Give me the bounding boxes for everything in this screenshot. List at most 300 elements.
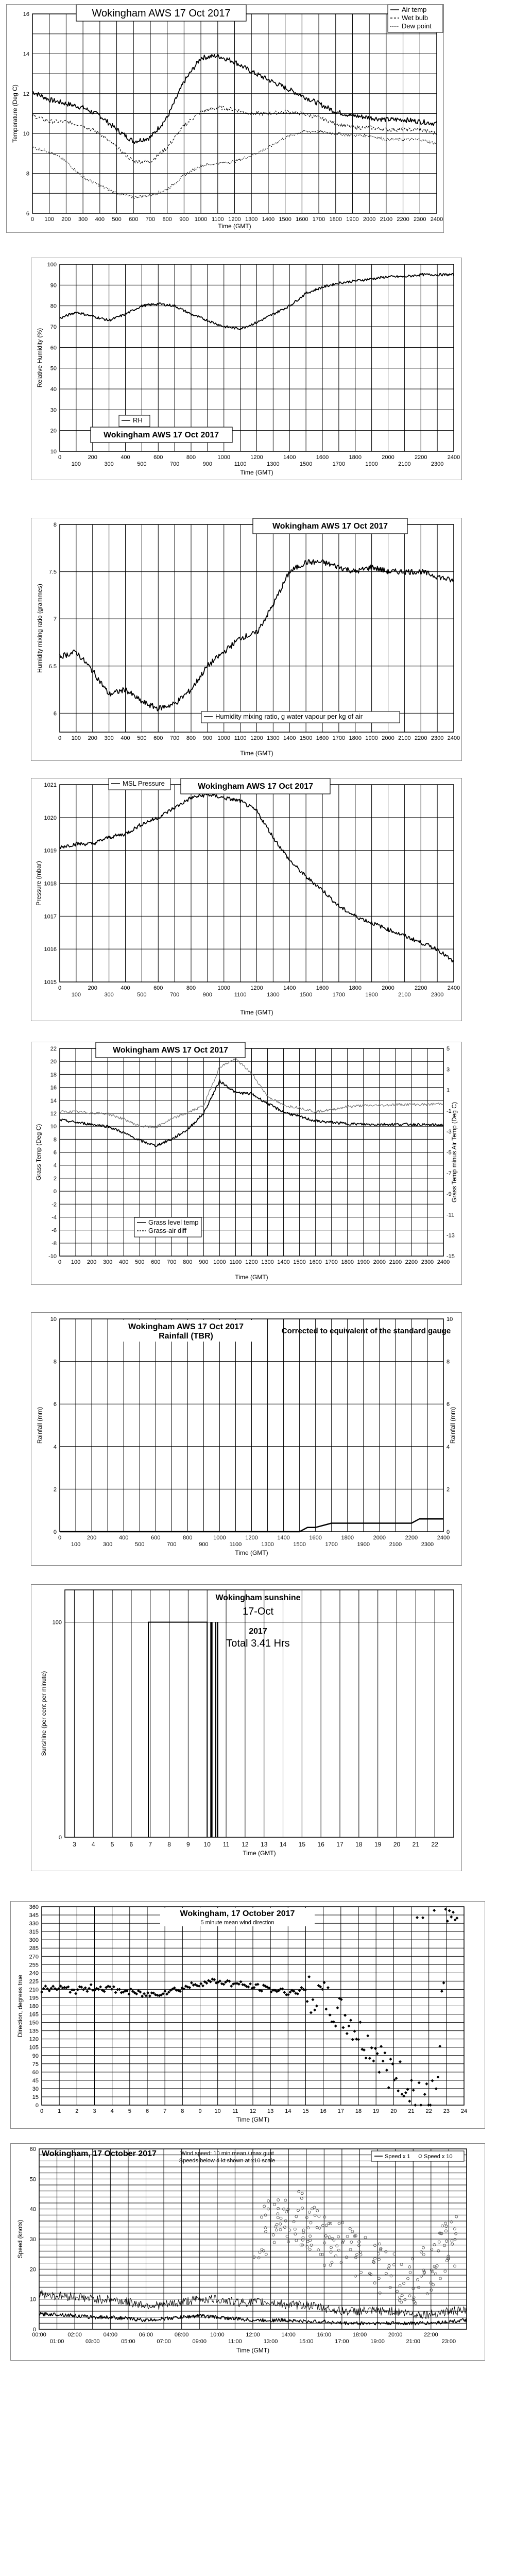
x-tick-label: 2200	[415, 454, 427, 461]
x-axis-title: Time (GMT)	[240, 1009, 273, 1016]
x-tick-label: 21:00	[406, 2338, 421, 2345]
y-tick-label: 90	[50, 282, 57, 289]
x-tick-label: 2	[75, 2108, 79, 2114]
x-tick-label: 100	[71, 1541, 81, 1548]
legend-label: Humidity mixing ratio, g water vapour per kg of air	[215, 713, 363, 720]
y-tick-label: 50	[50, 365, 57, 372]
y-tick-label: 135	[29, 2028, 39, 2035]
y-tick-label: 22	[50, 1046, 57, 1052]
y2-tick-label: 1	[447, 1087, 450, 1094]
y-tick-label: 4	[53, 1162, 57, 1169]
x-tick-label: 07:00	[157, 2338, 171, 2345]
y-tick-label: 12	[50, 1110, 57, 1117]
x-tick-label: 0	[40, 2108, 44, 2114]
legend-label: Grass-air diff	[148, 1227, 187, 1234]
y-tick-label: 6	[53, 1401, 57, 1408]
x-tick-label: 23:00	[441, 2338, 456, 2345]
x-tick-label: 2200	[405, 1535, 418, 1541]
x-tick-label: 19	[373, 2108, 380, 2114]
x-tick-label: 1300	[267, 992, 280, 998]
x-tick-label: 300	[78, 216, 88, 223]
x-axis-title: Time (GMT)	[236, 2116, 270, 2123]
x-tick-label: 16	[320, 2108, 327, 2114]
x-tick-label: 2100	[398, 992, 411, 998]
chart-title: Wokingham AWS 17 Oct 2017	[197, 782, 314, 791]
x-tick-label: 1	[58, 2108, 61, 2114]
x-tick-label: 9	[186, 1841, 190, 1848]
wind-speed-chart	[11, 2144, 485, 2360]
x-tick-label: 2400	[447, 985, 460, 991]
y-tick-label: 210	[29, 1987, 39, 1993]
x-tick-label: 1300	[261, 1541, 274, 1548]
x-tick-label: 16:00	[317, 2332, 332, 2338]
x-tick-label: 600	[153, 735, 163, 741]
x-tick-label: 200	[88, 454, 97, 461]
y-tick-label: 70	[50, 324, 57, 330]
y-tick-label: 360	[29, 1904, 39, 1910]
y-tick-label: 1019	[44, 848, 57, 854]
x-tick-label: 18	[355, 1841, 363, 1848]
y-tick-label: 4	[53, 1444, 57, 1450]
x-tick-label: 2300	[421, 1541, 434, 1548]
y-tick-label: 1016	[44, 946, 57, 953]
y-axis-title: Direction, degrees true	[16, 1974, 24, 2038]
x-tick-label: 600	[151, 1535, 161, 1541]
legend-label: Grass level temp	[148, 1218, 199, 1226]
x-tick-label: 700	[169, 735, 180, 741]
y-tick-label: -8	[52, 1240, 57, 1247]
y-tick-label: 2	[53, 1175, 57, 1182]
x-tick-label: 3	[93, 2108, 96, 2114]
x-tick-label: 12	[242, 1841, 249, 1848]
chart-total: Total 3.41 Hrs	[226, 1638, 290, 1649]
x-tick-label: 600	[153, 985, 163, 991]
x-tick-label: 14	[285, 2108, 291, 2114]
x-tick-label: 00:00	[32, 2332, 46, 2338]
x-tick-label: 100	[71, 461, 81, 467]
y-tick-label: 16	[50, 1084, 57, 1091]
x-tick-label: 1400	[277, 1535, 290, 1541]
x-tick-label: 1700	[325, 1259, 338, 1265]
x-tick-label: 1000	[217, 735, 230, 741]
x-tick-label: 10	[203, 1841, 211, 1848]
x-tick-label: 16	[317, 1841, 324, 1848]
x-tick-label: 2200	[397, 216, 409, 223]
legend-label: Dew point	[402, 22, 432, 30]
y-tick-label: 8	[26, 171, 29, 177]
x-tick-label: 1800	[341, 1259, 354, 1265]
x-tick-label: 5	[110, 1841, 114, 1848]
x-tick-label: 400	[118, 1259, 129, 1265]
x-tick-label: 5	[128, 2108, 131, 2114]
x-tick-label: 2400	[447, 735, 460, 741]
y-tick-label: 0	[35, 2103, 39, 2109]
y2-tick-label: 6	[447, 1401, 450, 1408]
y-tick-label: 12	[23, 91, 29, 97]
x-tick-label: 1400	[277, 1259, 290, 1265]
chart-legend	[119, 415, 150, 427]
y-tick-label: 20	[50, 1059, 57, 1065]
y-tick-label: 300	[29, 1937, 39, 1944]
x-tick-label: 2300	[431, 992, 444, 998]
x-tick-label: 200	[87, 1259, 97, 1265]
x-tick-label: 2300	[431, 461, 444, 467]
y-tick-label: 180	[29, 2003, 39, 2010]
chart-legend	[371, 2151, 464, 2161]
x-tick-label: 200	[88, 985, 97, 991]
x-tick-label: 1700	[332, 461, 346, 467]
y-tick-label: 120	[29, 2036, 39, 2043]
x-tick-label: 1900	[357, 1541, 370, 1548]
chart-date: 17-Oct	[242, 1606, 274, 1617]
x-tick-label: 300	[104, 735, 114, 741]
x-tick-label: 20:00	[388, 2332, 403, 2338]
legend-label: Speed x 10	[424, 2154, 453, 2160]
y-axis-title: Sunshine (per cent per minute)	[40, 1671, 47, 1756]
y-tick-label: 40	[29, 2206, 36, 2213]
x-tick-label: 6	[145, 2108, 149, 2114]
x-tick-label: 1100	[234, 992, 247, 998]
y-axis-title: Speed (knots)	[16, 2219, 24, 2259]
x-tick-label: 4	[110, 2108, 114, 2114]
x-tick-label: 04:00	[103, 2332, 118, 2338]
y-tick-label: 20	[50, 428, 57, 434]
x-tick-label: 1300	[267, 735, 280, 741]
x-tick-label: 400	[121, 454, 130, 461]
y-tick-label: 315	[29, 1929, 39, 1936]
y2-tick-label: 3	[447, 1066, 450, 1073]
x-tick-label: 15	[298, 1841, 306, 1848]
x-tick-label: 2400	[437, 1535, 450, 1541]
y-tick-label: 60	[50, 345, 57, 351]
sunshine-chart	[31, 1585, 461, 1871]
x-tick-label: 1900	[346, 216, 359, 223]
x-tick-label: 2000	[373, 1535, 386, 1541]
x-tick-label: 0	[58, 985, 62, 991]
relative-humidity-chart-panel	[31, 258, 462, 480]
x-tick-label: 1700	[332, 992, 346, 998]
x-tick-label: 03:00	[85, 2338, 100, 2345]
chart-title: Wokingham, 17 October 2017	[180, 1909, 295, 1918]
x-tick-label: 2200	[405, 1259, 418, 1265]
y-axis-title: Relative Humidity (%)	[36, 328, 43, 388]
x-tick-label: 600	[153, 454, 163, 461]
y2-tick-label: 5	[447, 1046, 450, 1052]
x-tick-label: 8	[167, 1841, 171, 1848]
x-tick-label: 1000	[213, 1535, 226, 1541]
x-tick-label: 22	[431, 1841, 438, 1848]
x-tick-label: 13	[261, 1841, 268, 1848]
y-tick-label: 105	[29, 2044, 39, 2051]
x-axis-title: Time (GMT)	[243, 1850, 276, 1857]
x-tick-label: 18:00	[352, 2332, 367, 2338]
x-tick-label: 2200	[415, 735, 427, 741]
y-tick-label: 1017	[44, 913, 57, 920]
y-tick-label: 45	[32, 2077, 39, 2084]
x-axis-title: Time (GMT)	[240, 750, 273, 757]
legend-label: Wet bulb	[402, 14, 428, 22]
x-tick-label: 1600	[309, 1535, 322, 1541]
chart-title: Wokingham, 17 October 2017	[42, 2149, 157, 2158]
x-tick-label: 13:00	[263, 2338, 278, 2345]
x-axis-title: Time (GMT)	[240, 469, 273, 476]
x-tick-label: 12:00	[246, 2332, 260, 2338]
legend-label: Air temp	[402, 6, 427, 13]
y-tick-label: 14	[50, 1097, 57, 1104]
x-tick-label: 2400	[430, 216, 443, 223]
pressure-chart	[31, 778, 461, 1021]
y-tick-label: 40	[50, 386, 57, 393]
x-tick-label: 700	[145, 216, 156, 223]
x-tick-label: 1200	[250, 454, 263, 461]
x-tick-label: 900	[199, 1541, 209, 1548]
x-tick-label: 09:00	[192, 2338, 207, 2345]
x-tick-label: 1600	[316, 985, 329, 991]
x-tick-label: 17	[337, 2108, 344, 2114]
x-tick-label: 10:00	[210, 2332, 225, 2338]
x-tick-label: 05:00	[121, 2338, 135, 2345]
x-tick-label: 1100	[234, 735, 247, 741]
x-tick-label: 19:00	[370, 2338, 385, 2345]
y2-tick-label: 8	[447, 1359, 450, 1365]
y-tick-label: 240	[29, 1970, 39, 1977]
x-tick-label: 2100	[389, 1259, 402, 1265]
legend-label: MSL Pressure	[123, 779, 165, 787]
y-tick-label: 8	[53, 522, 57, 528]
x-tick-label: 15:00	[299, 2338, 314, 2345]
y-tick-label: 30	[29, 2236, 36, 2243]
x-tick-label: 2200	[415, 985, 427, 991]
x-tick-label: 400	[121, 735, 130, 741]
x-tick-label: 21	[412, 1841, 420, 1848]
y-tick-label: 60	[32, 2069, 39, 2076]
chart-title: Wokingham AWS 17 Oct 2017	[92, 8, 231, 19]
x-tick-label: 600	[151, 1259, 161, 1265]
x-tick-label: 1300	[245, 216, 258, 223]
x-tick-label: 1300	[261, 1259, 274, 1265]
y-tick-label: 15	[32, 2094, 39, 2100]
x-tick-label: 2400	[437, 1259, 450, 1265]
y2-tick-label: 0	[447, 1529, 450, 1535]
x-tick-label: 500	[135, 1259, 145, 1265]
wind-direction-chart	[11, 1902, 485, 2128]
y-tick-label: 0	[53, 1529, 57, 1535]
y-tick-label: 80	[50, 303, 57, 310]
x-tick-label: 2400	[447, 454, 460, 461]
x-tick-label: 1100	[211, 216, 224, 223]
y-tick-label: 255	[29, 1962, 39, 1969]
chart-legend	[134, 1217, 201, 1237]
x-tick-label: 2100	[398, 461, 411, 467]
x-tick-label: 200	[88, 735, 97, 741]
x-tick-label: 300	[102, 1541, 113, 1548]
x-tick-label: 800	[162, 216, 172, 223]
x-tick-label: 1400	[283, 454, 296, 461]
y-tick-label: 6	[53, 710, 57, 717]
x-tick-label: 2300	[421, 1259, 434, 1265]
temperature-chart-panel	[6, 4, 444, 233]
x-tick-label: 1400	[283, 985, 296, 991]
x-tick-label: 24	[460, 2108, 468, 2114]
x-tick-label: 1100	[234, 461, 247, 467]
x-tick-label: 02:00	[67, 2332, 82, 2338]
x-tick-label: 100	[71, 735, 81, 741]
y-tick-label: 2	[53, 1486, 57, 1493]
sunshine-chart-panel	[31, 1584, 462, 1871]
x-tick-label: 1500	[299, 992, 313, 998]
x-axis-title: Time (GMT)	[235, 1274, 268, 1281]
x-tick-label: 2100	[398, 735, 411, 741]
x-tick-label: 1700	[312, 216, 325, 223]
y-tick-label: 60	[29, 2146, 36, 2153]
y-tick-label: 6	[53, 1149, 57, 1156]
x-tick-label: 1500	[293, 1541, 306, 1548]
x-tick-label: 0	[58, 454, 62, 461]
x-tick-label: 1900	[365, 735, 378, 741]
y2-axis-title: Grass Temp minus Air Temp (Deg C)	[451, 1102, 458, 1202]
chart-note: Corrected to equivalent of the standard gauge	[281, 1327, 451, 1335]
x-tick-label: 200	[87, 1535, 97, 1541]
y-axis-title: Grass Temp (Deg C)	[35, 1124, 42, 1181]
x-tick-label: 11	[232, 2108, 238, 2114]
x-tick-label: 500	[137, 735, 147, 741]
y-tick-label: 0	[53, 1189, 57, 1195]
x-tick-label: 1200	[228, 216, 241, 223]
x-tick-label: 6	[129, 1841, 133, 1848]
y-tick-label: 285	[29, 1945, 39, 1952]
y-tick-label: 30	[32, 2086, 39, 2092]
y-tick-label: 16	[23, 11, 29, 18]
y2-tick-label: -1	[447, 1108, 452, 1114]
y-tick-label: 50	[29, 2176, 36, 2183]
mixing-ratio-chart	[31, 518, 461, 760]
x-tick-label: 12	[249, 2108, 256, 2114]
relative-humidity-chart	[31, 258, 461, 480]
x-tick-label: 1900	[365, 461, 378, 467]
x-tick-label: 06:00	[139, 2332, 153, 2338]
x-tick-label: 1200	[250, 985, 263, 991]
x-tick-label: 8	[181, 2108, 184, 2114]
x-tick-label: 200	[61, 216, 71, 223]
y2-tick-label: 4	[447, 1444, 450, 1450]
x-tick-label: 500	[135, 1541, 145, 1548]
x-tick-label: 20	[390, 2108, 397, 2114]
y2-tick-label: -11	[447, 1212, 455, 1218]
y-tick-label: 30	[50, 407, 57, 414]
y2-tick-label: -15	[447, 1253, 455, 1260]
y-tick-label: -10	[48, 1253, 57, 1260]
x-tick-label: 700	[169, 992, 180, 998]
y-tick-label: 100	[52, 1619, 62, 1626]
y-tick-label: 100	[47, 262, 57, 268]
x-tick-label: 900	[202, 461, 213, 467]
y-tick-label: 6.5	[48, 663, 57, 670]
x-tick-label: 10	[214, 2108, 221, 2114]
x-tick-label: 300	[104, 992, 114, 998]
temperature-chart	[7, 5, 443, 232]
x-tick-label: 300	[102, 1259, 113, 1265]
x-tick-label: 1500	[299, 735, 313, 741]
y-tick-label: 20	[29, 2266, 36, 2273]
x-tick-label: 1000	[217, 454, 230, 461]
x-tick-label: 4	[91, 1841, 95, 1848]
x-tick-label: 100	[44, 216, 54, 223]
y2-tick-label: -9	[447, 1191, 452, 1198]
x-tick-label: 2100	[389, 1541, 402, 1548]
chart-title: Wokingham AWS 17 Oct 2017	[128, 1323, 244, 1331]
chart-subtitle: 5 minute mean wind direction	[200, 1920, 274, 1926]
y2-tick-label: -3	[447, 1129, 452, 1136]
x-tick-label: 08:00	[174, 2332, 189, 2338]
y-tick-label: 1020	[44, 815, 57, 821]
x-tick-label: 400	[95, 216, 105, 223]
x-tick-label: 13	[267, 2108, 274, 2114]
y2-tick-label: -5	[447, 1149, 452, 1156]
y-tick-label: 8	[53, 1137, 57, 1143]
x-tick-label: 900	[202, 735, 213, 741]
x-tick-label: 1000	[213, 1259, 226, 1265]
y2-tick-label: 2	[447, 1486, 450, 1493]
x-tick-label: 17:00	[335, 2338, 349, 2345]
x-tick-label: 1800	[341, 1535, 354, 1541]
x-tick-label: 1500	[293, 1259, 306, 1265]
y-tick-label: 270	[29, 1954, 39, 1960]
y2-tick-label: 10	[447, 1316, 453, 1323]
x-tick-label: 2000	[382, 985, 394, 991]
y-axis-title: Temperature (Deg C)	[11, 84, 19, 143]
y-tick-label: 7.5	[48, 569, 57, 575]
x-tick-label: 11:00	[228, 2338, 242, 2345]
x-tick-label: 800	[186, 985, 196, 991]
y-tick-label: 7	[53, 616, 57, 623]
x-tick-label: 700	[167, 1259, 177, 1265]
y-tick-label: 195	[29, 1995, 39, 2002]
x-tick-label: 22	[425, 2108, 432, 2114]
legend-label: Speed x 1	[385, 2154, 410, 2160]
y-tick-label: 225	[29, 1978, 39, 1985]
chart-subtitle: Speeds below 4 kt shown at x10 scale	[179, 2158, 276, 2164]
x-tick-label: 800	[186, 735, 196, 741]
x-tick-label: 1300	[267, 461, 280, 467]
x-tick-label: 18	[355, 2108, 362, 2114]
y2-tick-label: -7	[447, 1170, 452, 1177]
x-tick-label: 1200	[250, 735, 263, 741]
x-tick-label: 700	[169, 461, 180, 467]
chart-legend	[109, 778, 170, 790]
x-tick-label: 700	[167, 1541, 177, 1548]
x-tick-label: 1800	[349, 985, 362, 991]
x-tick-label: 19	[374, 1841, 382, 1848]
chart-title: Wokingham AWS 17 Oct 2017	[103, 431, 219, 439]
x-tick-label: 7	[163, 2108, 167, 2114]
y-tick-label: 345	[29, 1912, 39, 1919]
mixing-ratio-chart-panel	[31, 518, 462, 761]
x-tick-label: 2000	[382, 735, 394, 741]
rainfall-chart-panel	[31, 1312, 462, 1566]
x-tick-label: 1700	[325, 1541, 338, 1548]
y2-axis-title: Rainfall (mm)	[449, 1406, 456, 1444]
x-tick-label: 1800	[349, 454, 362, 461]
y-tick-label: 75	[32, 2061, 39, 2067]
x-tick-label: 0	[58, 735, 62, 741]
grass-temperature-chart-panel	[31, 1042, 462, 1285]
x-tick-label: 20	[393, 1841, 401, 1848]
x-tick-label: 1700	[332, 735, 346, 741]
x-tick-label: 1900	[357, 1259, 370, 1265]
x-tick-label: 2100	[380, 216, 393, 223]
x-tick-label: 11	[222, 1841, 230, 1848]
y-tick-label: 10	[50, 1124, 57, 1130]
